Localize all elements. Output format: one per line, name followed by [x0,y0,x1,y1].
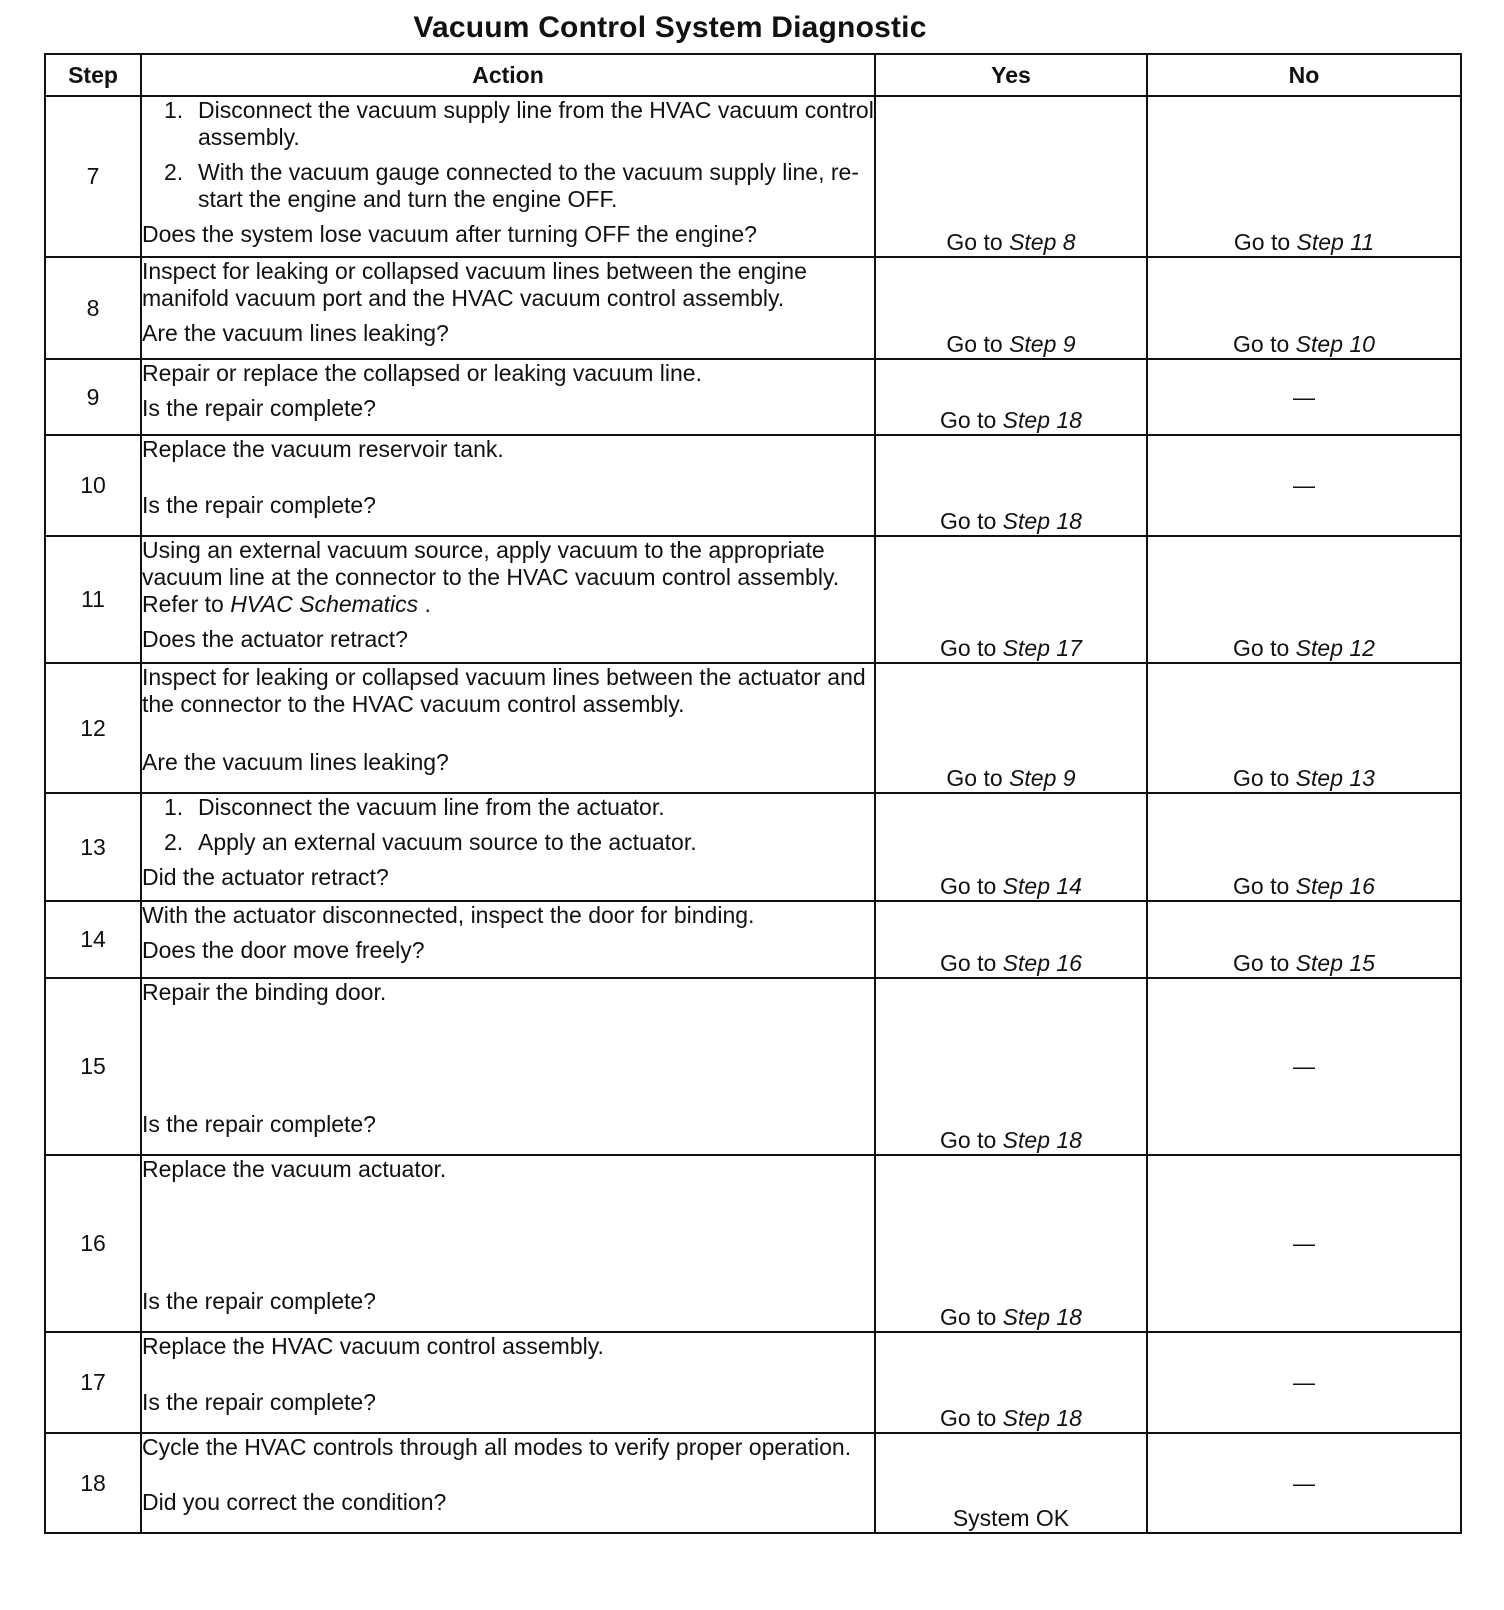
no-cell [1147,257,1461,359]
action-question: Does the door move freely? [142,937,425,963]
item-number: 1. [164,97,184,123]
item-text: Disconnect the vacuum supply line from the HVAC vacuum control assembly. [198,97,874,150]
action-cell [141,359,875,435]
action-question: Did the actuator retract? [142,864,389,890]
step-number: 9 [45,359,141,435]
no-cell [1147,435,1461,536]
action-cell [141,901,875,978]
no-cell [1147,1433,1461,1533]
action-text [142,664,874,718]
numbered-item [142,97,874,151]
table-body [45,96,1461,1533]
step-number: 7 [45,96,141,257]
numbered-item [142,794,874,821]
go-to-label: Go to [940,635,997,661]
table-row [45,793,1461,901]
step-number: 16 [45,1155,141,1332]
action-instruction: With the actuator disconnected, inspect the door for binding. [142,902,755,928]
header-yes: Yes [875,54,1147,96]
yes-cell [875,359,1147,435]
step-number: 13 [45,793,141,901]
numbered-item [142,159,874,213]
action-content [142,794,874,890]
action-cell [141,978,875,1155]
action-cell [141,793,875,901]
go-to-label: Go to [946,229,1003,255]
step-number: 12 [45,663,141,793]
table-row [45,1332,1461,1433]
yes-cell [875,96,1147,257]
table-header-row [45,54,1461,96]
action-text [142,360,874,387]
no-cell [1147,536,1461,663]
action-content [142,902,874,961]
go-to-label: Go to [946,765,1003,791]
action-instruction: Repair or replace the collapsed or leaking vacuum line. [142,360,702,386]
action-text [142,258,874,312]
step-reference: Step 9 [1009,331,1076,357]
no-cell [1147,359,1461,435]
go-to-label: Go to [940,407,997,433]
step-reference: Step 18 [1002,1304,1082,1330]
step-number: 15 [45,978,141,1155]
step-number: 17 [45,1332,141,1433]
action-content [142,436,874,519]
step-reference: Step 18 [1002,407,1082,433]
yes-cell [875,257,1147,359]
go-to-label: Go to [940,950,997,976]
item-number: 2. [164,159,184,185]
action-content [142,258,874,346]
go-to-label: Go to [940,1304,997,1330]
action-content [142,664,874,776]
action-instruction: Replace the vacuum reservoir tank. [142,436,504,462]
step-reference: Step 14 [1002,873,1082,899]
numbered-item [142,829,874,856]
no-cell [1147,978,1461,1155]
yes-cell [875,536,1147,663]
action-question: Does the system lose vacuum after turning OFF the engine? [142,221,757,247]
header-step: Step [45,54,141,96]
action-cell [141,1155,875,1332]
action-instruction: Replace the vacuum actuator. [142,1156,447,1182]
action-content [142,97,874,247]
item-number: 1. [164,794,184,820]
action-question: Are the vacuum lines leaking? [142,749,449,775]
action-text [142,1156,874,1183]
go-to-label: Go to [1233,331,1290,357]
table-row [45,1433,1461,1533]
step-number: 10 [45,435,141,536]
step-reference: Step 18 [1002,1405,1082,1431]
action-instruction: Inspect for leaking or collapsed vacuum lines between the actuator and the connector to the HVAC vacuum control assembly. [142,664,866,717]
action-cell [141,536,875,663]
go-to-label: Go to [946,331,1003,357]
action-question: Is the repair complete? [142,1389,376,1415]
action-question: Is the repair complete? [142,1111,376,1137]
action-text [142,1333,874,1360]
action-content [142,1156,874,1315]
action-cell [141,1433,875,1533]
item-text: Disconnect the vacuum line from the actuator. [198,794,665,820]
no-cell [1147,96,1461,257]
action-text [142,1434,874,1461]
action-instruction: Inspect for leaking or collapsed vacuum lines between the engine manifold vacuum port and the HVAC vacuum control assembly. [142,258,807,311]
header-action: Action [141,54,875,96]
action-instruction: Cycle the HVAC controls through all modes to verify proper operation. [142,1434,852,1460]
go-to-label: Go to [940,1405,997,1431]
action-content [142,1434,874,1516]
dash-mark: — [1293,1370,1315,1395]
dash-mark: — [1293,1231,1315,1256]
step-reference: Step 15 [1295,950,1375,976]
step-reference: Step 8 [1009,229,1076,255]
step-reference: Step 16 [1002,950,1082,976]
yes-cell [875,1433,1147,1533]
go-to-label: Go to [1233,229,1291,255]
go-to-label: Go to [940,873,997,899]
action-question: Is the repair complete? [142,395,376,421]
step-reference: Step 18 [1002,508,1082,534]
go-to-label: Go to [1233,635,1290,661]
dash-mark: — [1293,473,1315,498]
page-title: Vacuum Control System Diagnostic [413,11,927,44]
action-question: Is the repair complete? [142,492,376,518]
step-number: 8 [45,257,141,359]
step-number: 18 [45,1433,141,1533]
step-number: 14 [45,901,141,978]
go-to-label: Go to [1233,765,1290,791]
no-cell [1147,1332,1461,1433]
yes-cell [875,1332,1147,1433]
action-text: Using an external vacuum source, apply vacuum to the appropriate vacuum line at the connector to the HVAC vacuum control assembly. Refer to HVAC Schematics . [142,537,840,617]
step-reference: Step 10 [1295,331,1375,357]
action-question: Are the vacuum lines leaking? [142,320,449,346]
action-content [142,1333,874,1416]
table-row [45,96,1461,257]
table-row [45,1155,1461,1332]
action-instruction: Replace the HVAC vacuum control assembly. [142,1333,604,1359]
action-cell [141,96,875,257]
step-reference: Step 11 [1296,229,1375,255]
header-no: No [1147,54,1461,96]
action-text [142,979,874,1006]
action-instruction: Repair the binding door. [142,979,387,1005]
action-cell [141,1332,875,1433]
no-cell [1147,793,1461,901]
go-to-label: Go to [1233,950,1290,976]
action-question: Did you correct the condition? [142,1489,447,1515]
yes-cell [875,793,1147,901]
step-reference: Step 12 [1295,635,1375,661]
result-text: System OK [952,1505,1070,1531]
action-text [142,902,874,929]
step-reference: Step 18 [1002,1127,1082,1153]
action-text [142,436,874,463]
table-row [45,536,1461,663]
action-content [142,360,874,421]
go-to-label: Go to [1233,873,1290,899]
action-question: Does the actuator retract? [142,626,408,652]
no-cell [1147,1155,1461,1332]
yes-cell [875,663,1147,793]
go-to-label: Go to [940,1127,997,1153]
diagnostic-table [44,53,1462,1534]
step-reference: Step 9 [1009,765,1076,791]
yes-cell [875,978,1147,1155]
dash-mark: — [1293,384,1315,410]
table-row [45,435,1461,536]
yes-cell [875,1155,1147,1332]
yes-cell [875,901,1147,978]
reference-link: HVAC Schematics [230,591,419,617]
table-row [45,901,1461,978]
action-content [142,979,874,1138]
action-cell [141,663,875,793]
dash-mark: — [1293,1470,1315,1496]
item-number: 2. [164,829,184,855]
table-row [45,359,1461,435]
step-reference: Step 16 [1295,873,1375,899]
action-cell [141,435,875,536]
action-cell [141,257,875,359]
action-content [142,537,874,652]
item-text: With the vacuum gauge connected to the vacuum supply line, re-start the engine and turn the engine OFF. [198,159,859,212]
item-text: Apply an external vacuum source to the actuator. [198,829,697,855]
action-question: Is the repair complete? [142,1288,376,1314]
no-cell [1147,901,1461,978]
action-instruction: Using an external vacuum source, apply vacuum to the appropriate vacuum line at the connector to the HVAC vacuum control assembly. Refer to [142,537,840,617]
dash-mark: — [1293,1054,1315,1079]
step-number: 11 [45,536,141,663]
step-reference: Step 17 [1002,635,1082,661]
table-row [45,978,1461,1155]
no-cell [1147,663,1461,793]
go-to-label: Go to [940,508,997,534]
yes-cell [875,435,1147,536]
table-row [45,257,1461,359]
step-reference: Step 13 [1295,765,1375,791]
table-row [45,663,1461,793]
